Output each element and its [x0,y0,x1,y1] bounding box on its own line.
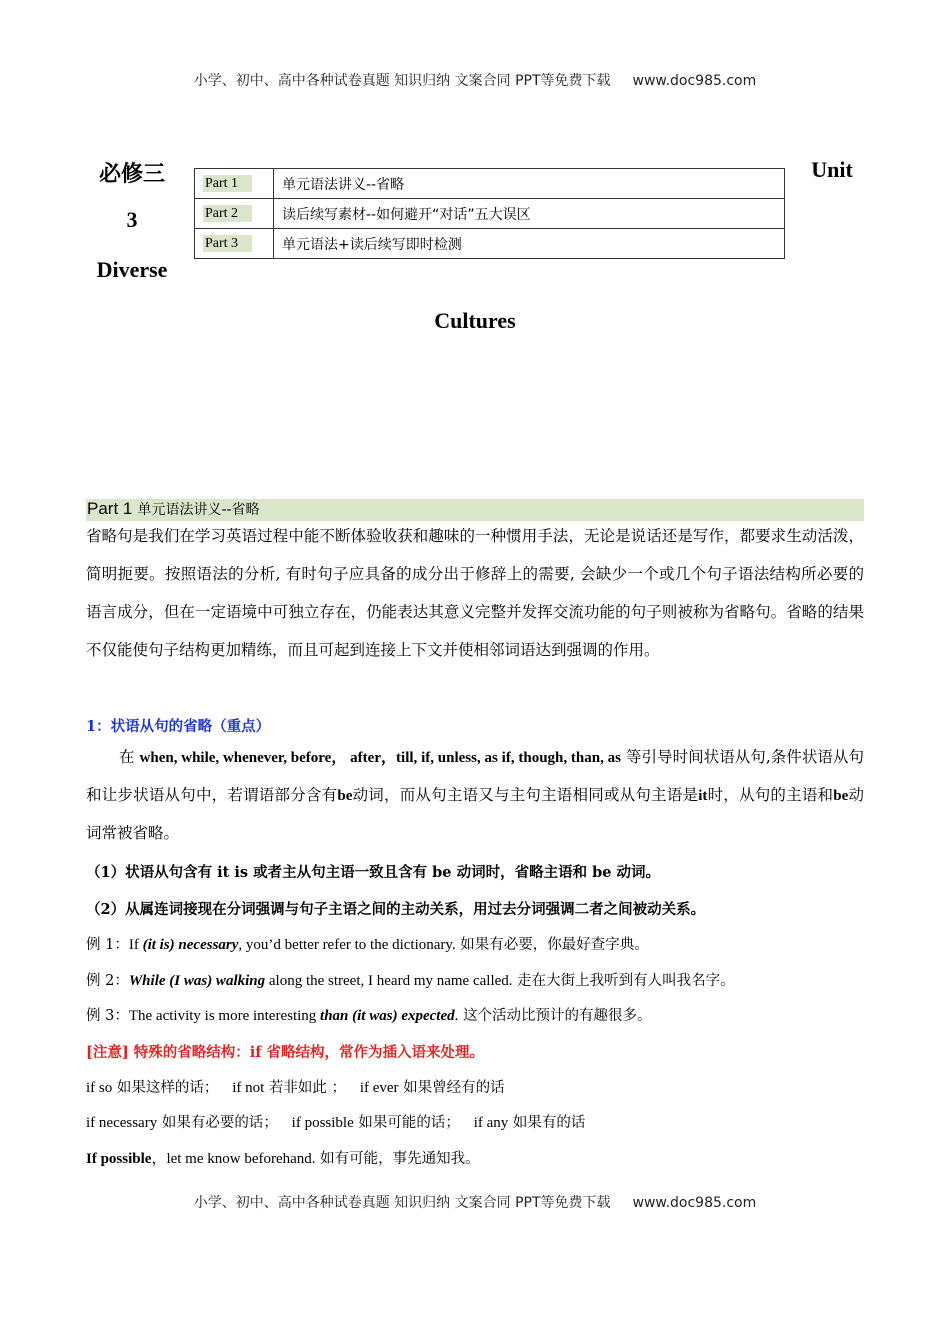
if-phrase: if possible [291,1115,354,1131]
header-site: www.doc985.com [632,73,757,89]
page-footer [0,1192,950,1212]
title-left-3: Diverse [96,257,168,282]
example-label: 例 3： [86,1008,129,1024]
translation: 这个活动比预计的有趣很多。 [458,1008,652,1024]
if-meaning: 如果有必要的话； [157,1115,278,1131]
parts-table [194,168,785,259]
text-run: The activity is more interesting [128,1008,321,1024]
title-right: Unit [811,157,853,182]
if-phrase: if so [86,1080,113,1096]
part-desc: 单元语法讲义--省略 [274,169,785,199]
note-special-ellipsis: [注意] 特殊的省略结构：if 省略结构，常作为插入语来处理。 [86,1044,485,1061]
if-meaning: 如果曾经有的话 [398,1080,505,1096]
text-run: 时，从句的主语和 [707,786,834,804]
text-run: , you’d better refer to the dictionary. [238,937,456,953]
text-run: along the street, I heard my name called. [265,973,513,989]
parts-row [195,229,785,259]
parts-row [195,169,785,199]
part-label: Part 3 [203,235,252,252]
text-run: 动词常被省略。 [86,786,864,842]
page-header [0,70,950,90]
text-run: 在 [119,748,140,766]
title-left-2: 3 [126,207,138,232]
emphasis: than (it was) expected [320,1008,455,1024]
if-meaning: 如果这样的话； [112,1080,219,1096]
footer-text: 小学、初中、高中各种试卷真题 知识归纳 文案合同 PPT等免费下载 [193,1195,611,1211]
part-label-cell [195,199,274,229]
keyword-it: it [698,788,708,804]
text-run: 动词，而从句主语又与主句主语相同或从句主语是 [352,786,699,804]
if-structures-row-1 [86,1076,876,1097]
example-label: 例 1： [86,937,129,953]
emphasis: (it is) necessary [142,937,239,953]
rule-2: （2）从属连词接现在分词强调与句子主语之间的主动关系，用过去分词强调二者之间被动关系。 [86,901,706,918]
translation: 如有可能，事先通知我。 [315,1151,480,1167]
footer-site: www.doc985.com [632,1195,757,1211]
parts-row [195,199,785,229]
translation: 如果有必要，你最好查字典。 [455,937,649,953]
part-desc: 读后续写素材--如何避开“对话”五大误区 [274,199,785,229]
if-meaning: 如果有的话 [508,1115,586,1131]
header-text: 小学、初中、高中各种试卷真题 知识归纳 文案合同 PPT等免费下载 [193,73,611,89]
if-phrase: if any [473,1115,509,1131]
part-label: Part 1 [203,175,252,192]
text-run: . [454,1008,459,1024]
heading-adverbial-ellipsis: 1：状语从句的省略（重点） [86,718,271,735]
if-possible-example [86,1147,876,1168]
part-label: Part 2 [203,205,252,222]
text-run: ，let me know beforehand. [151,1151,316,1167]
keyword-be: be [337,788,353,804]
emphasis: While (I was) walking [128,973,266,989]
example-3 [86,1004,876,1025]
title-left-1: 必修三 [98,161,165,186]
rule-1: （1）状语从句含有 it is 或者主从句主语一致且含有 be 动词时，省略主语和 be 动词。 [86,864,661,881]
title-center: Cultures [434,308,516,333]
text-run: 等引导时间状语从句,条件状语从句和让步状语从句中，若谓语部分含有 [86,748,864,804]
example-2 [86,969,876,990]
section-part-number: Part 1 [87,499,133,518]
example-label: 例 2： [86,973,129,989]
example-1 [86,933,876,954]
part-label-cell [195,169,274,199]
part-desc: 单元语法+读后续写即时检测 [274,229,785,259]
intro-paragraph: 省略句是我们在学习英语过程中能不断体验收获和趣味的一种惯用手法，无论是说话还是写作，都要求生动活泼，简明扼要。按照语法的分析, 有时句子应具备的成分出于修辞上的需要, 会缺少一个或几个句子语法结构所必要的语言成分，但在一定语境中可独立存在，仍能表达其意义完整并发挥交流功能的句子则被称为省略句。省略的结果不仅能使句子结构更加精练，而且可起到连接上下文并使相邻词语达到强调的作用。 [86,527,864,659]
emphasis: If possible [86,1151,152,1167]
conjunction-list: when, while, whenever, before， after，till, if, unless, as if, though, than, as [139,750,621,766]
if-phrase: if necessary [86,1115,158,1131]
section-title: 单元语法讲义--省略 [137,502,260,518]
text-run: If [128,937,143,953]
translation: 走在大街上我听到有人叫我名字。 [512,973,735,989]
if-structures-row-2 [86,1111,876,1132]
if-meaning: 如果可能的话； [353,1115,460,1131]
conjunction-paragraph [86,739,864,852]
keyword-be: be [833,788,849,804]
if-meaning: 若非如此 ； [264,1080,346,1096]
if-phrase: if not [232,1080,265,1096]
part-label-cell [195,229,274,259]
if-phrase: if ever [359,1080,399,1096]
